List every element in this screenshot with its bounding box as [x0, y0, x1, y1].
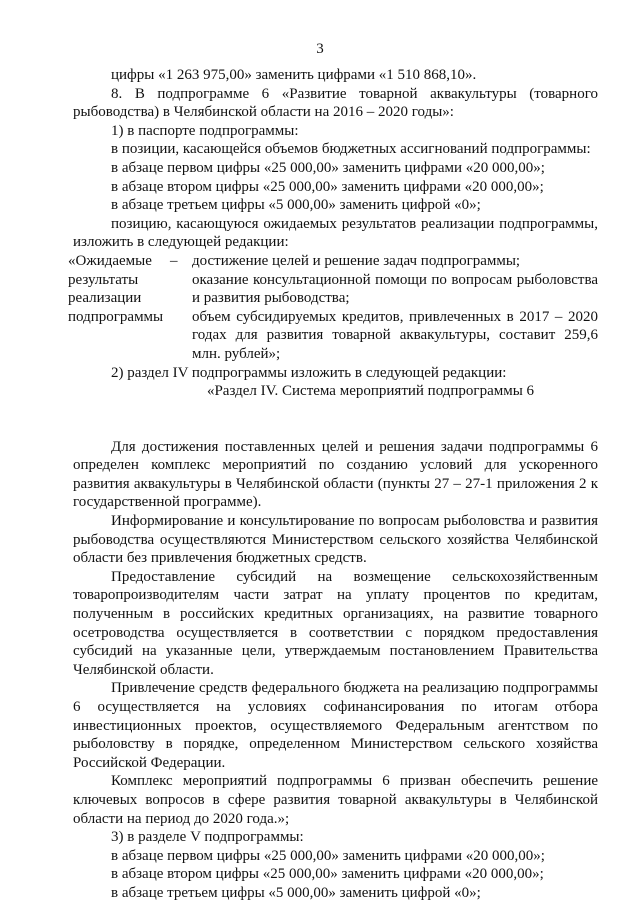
passport-table-value: оказание консультационной помощи по вопросам рыболовства и развития рыбоводства;: [192, 271, 598, 307]
paragraph: в абзаце первом цифры «25 000,00» заменить цифрами «20 000,00»;: [111, 159, 545, 176]
paragraph: Информирование и консультирование по вопросам рыболовства и развития рыбоводства осуществляются Министерством сельского хозяйства Челябинской области без привлечения бюджетных средств.: [73, 513, 598, 567]
paragraph: 1) в паспорте подпрограммы:: [111, 122, 299, 139]
paragraph: 3) в разделе V подпрограммы:: [111, 829, 304, 846]
paragraph: в позиции, касающейся объемов бюджетных ассигнований подпрограммы:: [111, 141, 591, 158]
paragraph: в абзаце третьем цифры «5 000,00» заменить цифрой «0»;: [111, 884, 481, 901]
paragraph: Комплекс мероприятий подпрограммы 6 призван обеспечить решение ключевых вопросов в сфере развития товарной аквакультуры в Челябинской области на период до 2020 года.»;: [73, 773, 598, 827]
passport-table-dash: –: [170, 252, 178, 269]
paragraph: в абзаце втором цифры «25 000,00» заменить цифрами «20 000,00»;: [111, 866, 544, 883]
paragraph: 8. В подпрограмме 6 «Развитие товарной аквакультуры (товарного рыбоводства) в Челябинской области на 2016 – 2020 годы»:: [73, 85, 598, 121]
paragraph: Предоставление субсидий на возмещение сельскохозяйственным товаропроизводителям части затрат на уплату процентов по кредитам, полученным в российских кредитных организациях, на развитие товарного осетроводства осуществляется в соответствии с порядком предоставления субсидий на указанные цели, утверждаемым постановлением Правительства Челябинской области.: [73, 568, 598, 678]
spacer: [73, 401, 598, 438]
paragraph: Для достижения поставленных целей и решения задачи подпрограммы 6 определен комплекс мероприятий по созданию условий для ускоренного развития аквакультуры в Челябинской области (пункты 27 – 27-1 приложения 2 к государственной программе).: [73, 438, 598, 511]
paragraph: цифры «1 263 975,00» заменить цифрами «1 510 868,10».: [111, 67, 477, 83]
paragraph: Привлечение средств федерального бюджета на реализацию подпрограммы 6 осуществляется на условиях софинансирования по итогам отбора инвестиционных проектов, осуществляемого Федеральным агентством по рыболовству в порядке, определенном Министерством сельского хозяйства Российской Федерации.: [73, 680, 598, 771]
paragraph: в абзаце втором цифры «25 000,00» заменить цифрами «20 000,00»;: [111, 178, 544, 195]
passport-table-label: «Ожидаемые результаты реализации подпрограммы: [68, 252, 164, 325]
passport-table-value: достижение целей и решение задач подпрограммы;: [192, 252, 521, 269]
passport-table: [68, 252, 598, 364]
page-number: 3: [316, 41, 324, 57]
section-title: «Раздел IV. Система мероприятий подпрограммы 6: [206, 383, 535, 400]
paragraph: позицию, касающуюся ожидаемых результатов реализации подпрограммы, изложить в следующей редакции:: [73, 215, 598, 251]
paragraph: 2) раздел IV подпрограммы изложить в следующей редакции:: [111, 364, 507, 381]
passport-table-values: [192, 252, 598, 364]
paragraph: в абзаце первом цифры «25 000,00» заменить цифрами «20 000,00»;: [111, 847, 545, 864]
document-body: [68, 66, 598, 903]
paragraph: в абзаце третьем цифры «5 000,00» заменить цифрой «0»;: [111, 197, 481, 214]
passport-table-value: объем субсидируемых кредитов, привлеченных в 2017 – 2020 годах для развития товарной аквакультуры, составит 259,6 млн. рублей»;: [192, 308, 598, 362]
